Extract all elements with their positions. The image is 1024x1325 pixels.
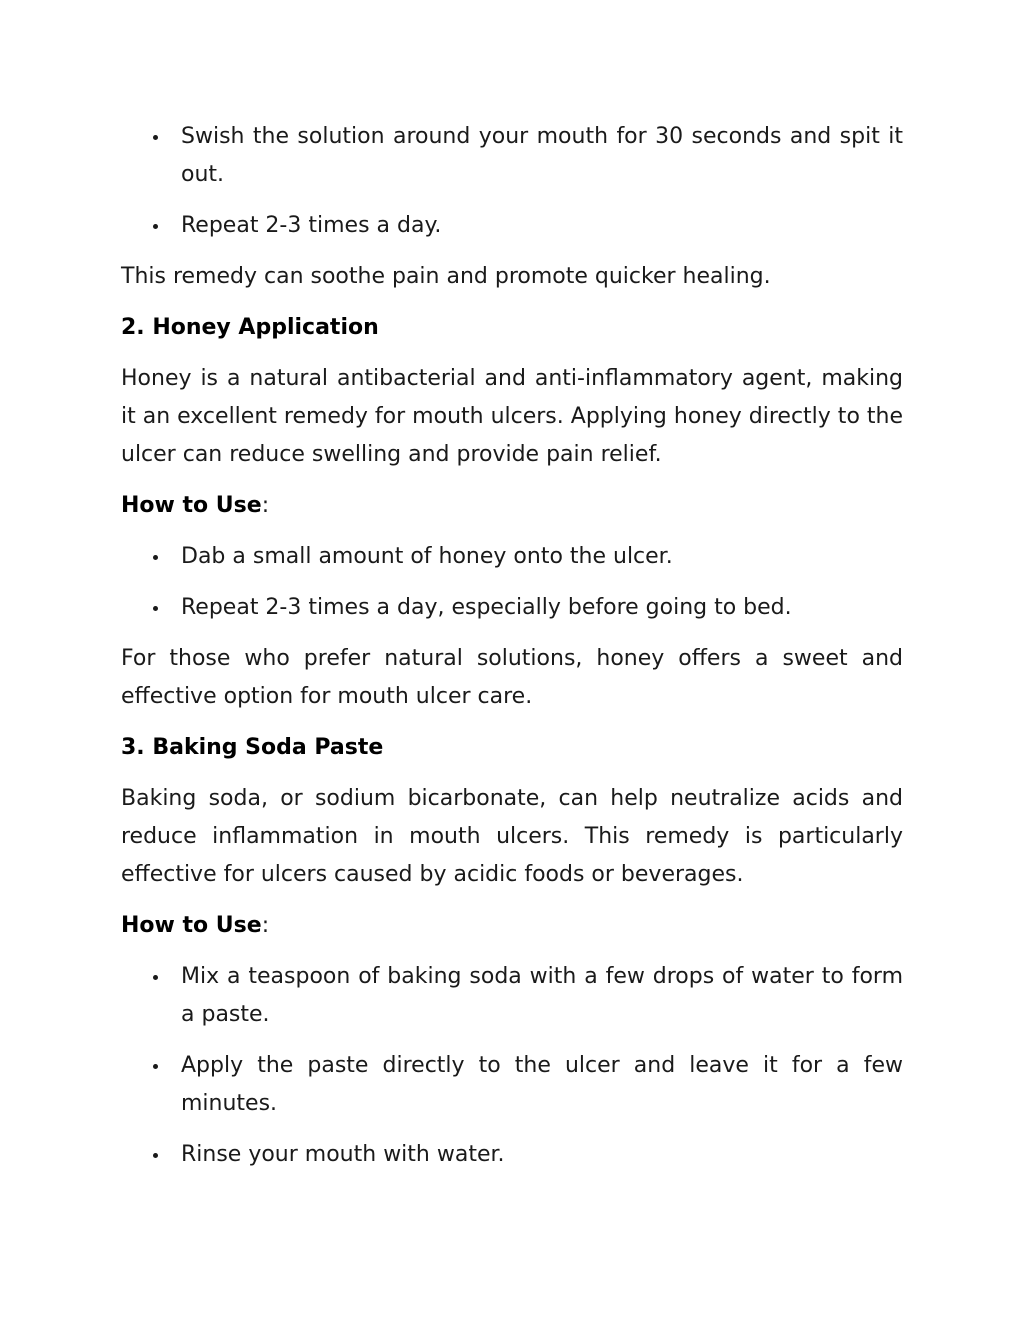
how-to-use-label-baking-soda bbox=[121, 907, 903, 945]
how-to-use-label-honey bbox=[121, 487, 903, 525]
section-heading-baking-soda: 3. Baking Soda Paste bbox=[121, 735, 384, 760]
bullet-list-baking-soda-steps bbox=[121, 958, 903, 1174]
list-item: Repeat 2-3 times a day. bbox=[121, 207, 903, 245]
how-to-use-label-text: How to Use bbox=[121, 913, 262, 938]
how-to-use-colon: : bbox=[261, 493, 270, 518]
document-page bbox=[121, 118, 903, 1187]
list-item: Swish the solution around your mouth for 30 seconds and spit it out. bbox=[121, 118, 903, 194]
bullet-list-remedy-1 bbox=[121, 118, 903, 245]
list-item: Dab a small amount of honey onto the ulcer. bbox=[121, 538, 903, 576]
bullet-list-honey-steps bbox=[121, 538, 903, 627]
list-item: Rinse your mouth with water. bbox=[121, 1136, 903, 1174]
paragraph-remedy-1-closing: This remedy can soothe pain and promote quicker healing. bbox=[121, 264, 771, 289]
list-item: Repeat 2-3 times a day, especially before going to bed. bbox=[121, 589, 903, 627]
how-to-use-colon: : bbox=[261, 913, 270, 938]
list-item: Apply the paste directly to the ulcer and leave it for a few minutes. bbox=[121, 1047, 903, 1123]
how-to-use-label-text: How to Use bbox=[121, 493, 262, 518]
paragraph-honey-closing: For those who prefer natural solutions, honey offers a sweet and effective option for mouth ulcer care. bbox=[121, 646, 903, 709]
paragraph-honey-intro: Honey is a natural antibacterial and anti-inflammatory agent, making it an excellent remedy for mouth ulcers. Applying honey directly to the ulcer can reduce swelling and provide pain relief. bbox=[121, 366, 903, 467]
list-item: Mix a teaspoon of baking soda with a few drops of water to form a paste. bbox=[121, 958, 903, 1034]
section-heading-honey: 2. Honey Application bbox=[121, 315, 379, 340]
paragraph-baking-soda-intro: Baking soda, or sodium bicarbonate, can help neutralize acids and reduce inflammation in mouth ulcers. This remedy is particularly effective for ulcers caused by acidic foods or beverages. bbox=[121, 786, 903, 887]
